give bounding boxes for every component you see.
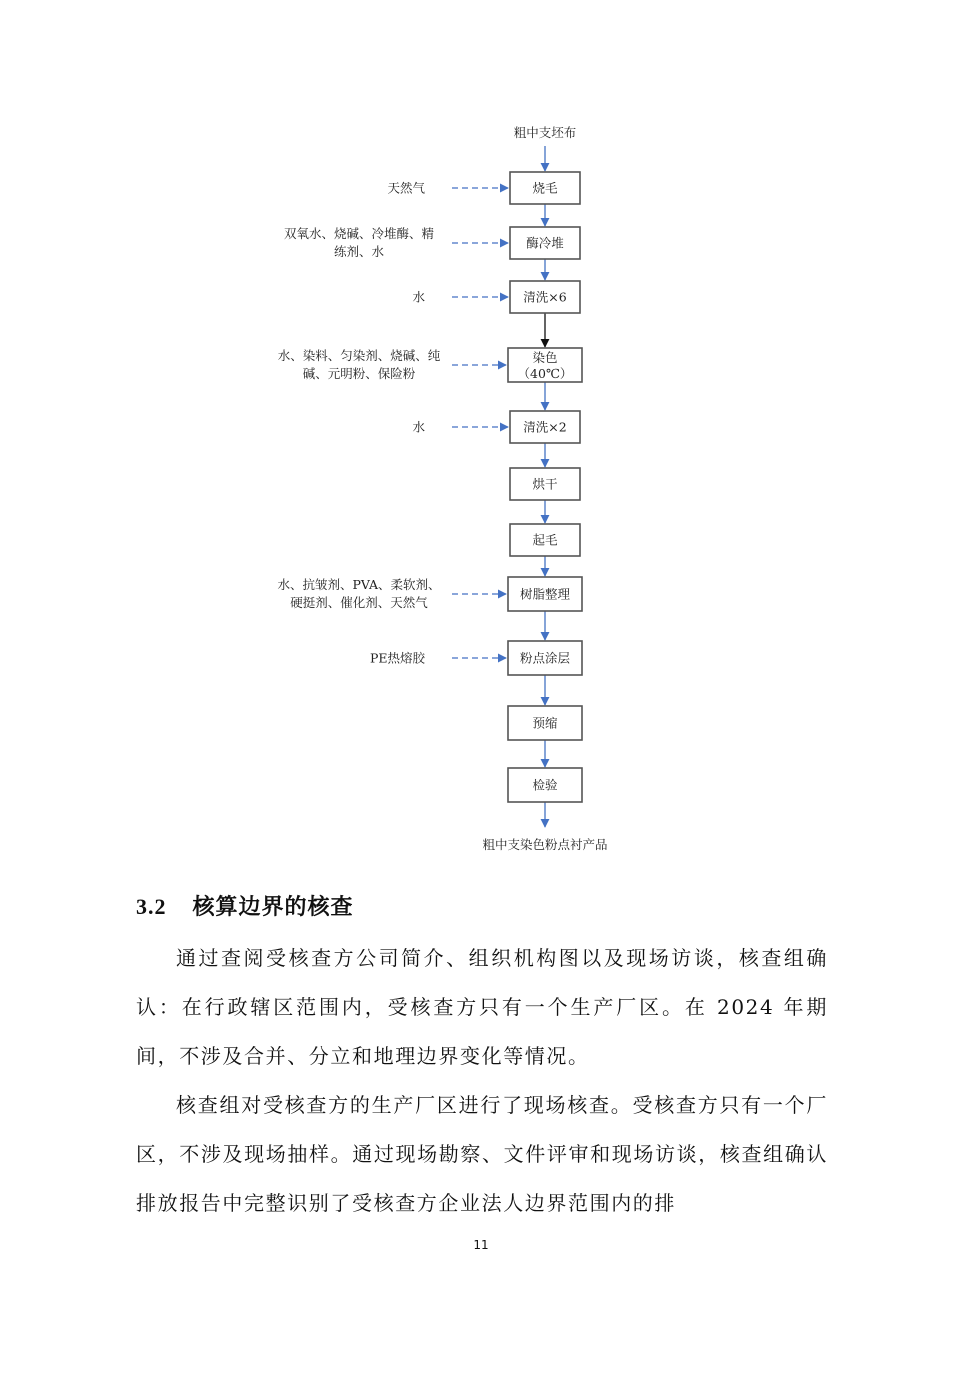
input-label: PE热熔胶: [369, 650, 425, 666]
flowchart-start-label: 粗中支坯布: [513, 125, 577, 140]
page-number: 11: [473, 1238, 489, 1252]
process-label: 检验: [532, 777, 558, 793]
paragraph: 核查组对受核查方的生产厂区进行了现场核查。受核查方只有一个厂区，不涉及现场抽样。通过现场勘察、文件评审和现场访谈，核查组确认排放报告中完整识别了受核查方企业法人边界范围内的排: [136, 1093, 828, 1215]
input-label: 水: [412, 419, 425, 435]
process-label: 清洗×6: [523, 289, 567, 305]
process-label: 烧毛: [532, 180, 558, 196]
process-label: 染色: [532, 350, 558, 365]
process-label: 树脂整理: [519, 586, 571, 602]
input-label: 练剂、水: [333, 244, 385, 259]
section-title: 核算边界的核查: [192, 894, 354, 920]
input-label: 水、抗皱剂、PVA、柔软剂、: [277, 577, 441, 592]
input-label: 天然气: [387, 180, 425, 196]
process-label: 酶冷堆: [526, 235, 564, 251]
paragraph: 通过查阅受核查方公司简介、组织机构图以及现场访谈，核查组确认：在行政辖区范围内，受核查方只有一个生产厂区。在 2024 年期间，不涉及合并、分立和地理边界变化等情况。: [136, 946, 828, 1068]
body-text: [136, 934, 828, 1228]
input-label: 双氧水、烧碱、冷堆酶、精: [283, 226, 435, 241]
process-label: （40℃）: [517, 366, 573, 381]
process-label: 粉点涂层: [519, 650, 571, 666]
process-label: 起毛: [532, 532, 558, 548]
process-label: 烘干: [532, 476, 558, 492]
input-label: 水: [412, 289, 425, 305]
input-label: 硬挺剂、催化剂、天然气: [290, 595, 428, 610]
input-label: 水、染料、匀染剂、烧碱、纯: [277, 348, 441, 363]
process-label: 预缩: [532, 715, 558, 731]
input-label: 碱、元明粉、保险粉: [302, 366, 416, 381]
flowchart-end-label: 粗中支染色粉点衬产品: [482, 837, 608, 852]
process-label: 清洗×2: [523, 419, 567, 435]
section-number: 3.2: [136, 894, 167, 919]
section-heading: [136, 890, 354, 921]
